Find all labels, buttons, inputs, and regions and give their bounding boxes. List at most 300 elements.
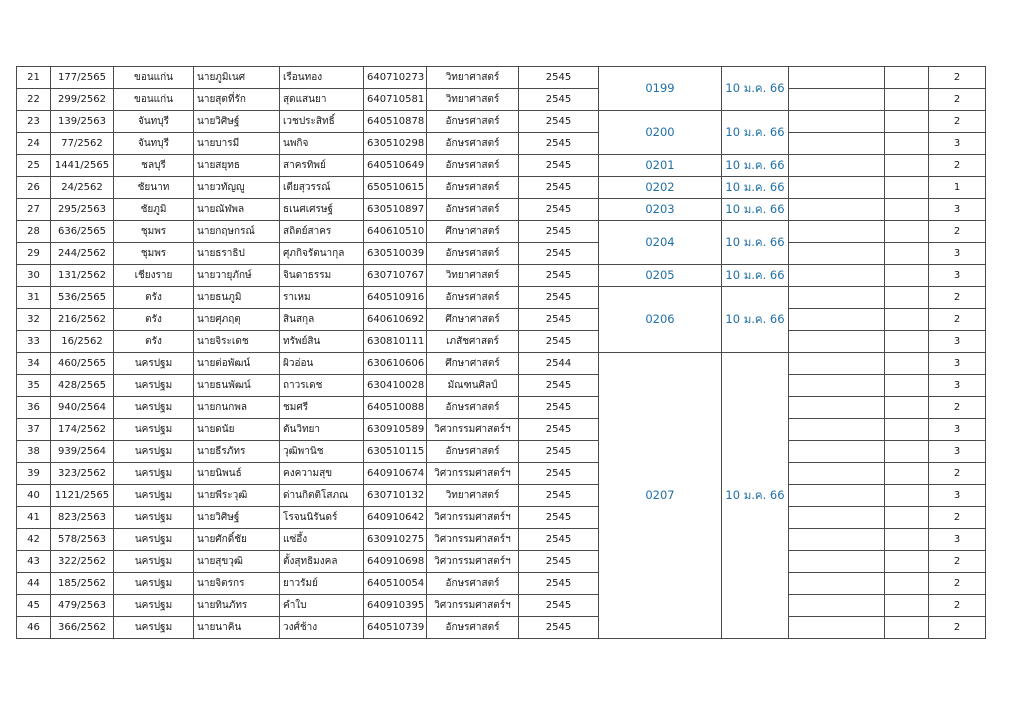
group-date: 10 ม.ค. 66 [722,287,789,353]
empty-cell [885,375,929,397]
birth-year: 2545 [519,485,599,507]
empty-cell [789,551,885,573]
faculty: อักษรศาสตร์ [427,397,519,419]
first-name: นายธนภูมิ [194,287,280,309]
empty-cell [885,441,929,463]
birth-year: 2545 [519,331,599,353]
province: นครปฐม [114,551,194,573]
last-name: คงความสุข [280,463,364,485]
empty-cell [789,287,885,309]
empty-cell [789,507,885,529]
case-number: 216/2562 [51,309,114,331]
province: นครปฐม [114,463,194,485]
province: นครปฐม [114,595,194,617]
count: 2 [929,287,986,309]
count: 3 [929,331,986,353]
last-name: ถาวรเดช [280,375,364,397]
empty-cell [789,331,885,353]
table-row [17,507,986,529]
province: ตรัง [114,287,194,309]
empty-cell [885,419,929,441]
province: นครปฐม [114,419,194,441]
last-name: ธเนศเศรษฐ์ [280,199,364,221]
empty-cell [885,221,929,243]
empty-cell [885,551,929,573]
birth-year: 2545 [519,111,599,133]
first-name: นายนิพนธ์ [194,463,280,485]
first-name: นายจิระเดช [194,331,280,353]
count: 3 [929,199,986,221]
last-name: วุฒิพานิช [280,441,364,463]
last-name: ราเหม [280,287,364,309]
row-number: 40 [17,485,51,507]
last-name: เรือนทอง [280,67,364,89]
count: 2 [929,309,986,331]
faculty: วิทยาศาสตร์ [427,89,519,111]
table-row [17,331,986,353]
student-id: 630510115 [364,441,427,463]
case-number: 323/2562 [51,463,114,485]
row-number: 32 [17,309,51,331]
student-id: 640910698 [364,551,427,573]
faculty: ศึกษาศาสตร์ [427,353,519,375]
student-id: 640710273 [364,67,427,89]
province: ชลบุรี [114,155,194,177]
case-number: 460/2565 [51,353,114,375]
group-date: 10 ม.ค. 66 [722,265,789,287]
faculty: อักษรศาสตร์ [427,133,519,155]
province: ตรัง [114,309,194,331]
last-name: เวชประสิทธิ์ [280,111,364,133]
empty-cell [789,133,885,155]
empty-cell [789,573,885,595]
empty-cell [885,397,929,419]
count: 2 [929,111,986,133]
count: 1 [929,177,986,199]
province: นครปฐม [114,617,194,639]
first-name: นายวทัญญู [194,177,280,199]
empty-cell [885,573,929,595]
birth-year: 2545 [519,265,599,287]
faculty: อักษรศาสตร์ [427,177,519,199]
province: เชียงราย [114,265,194,287]
birth-year: 2545 [519,155,599,177]
group-date: 10 ม.ค. 66 [722,155,789,177]
group-date: 10 ม.ค. 66 [722,199,789,221]
last-name: แซ่อึ้ง [280,529,364,551]
table-row [17,419,986,441]
birth-year: 2545 [519,67,599,89]
empty-cell [885,485,929,507]
table-row [17,221,986,243]
faculty: วิทยาศาสตร์ [427,485,519,507]
province: ขอนแก่น [114,67,194,89]
case-number: 177/2565 [51,67,114,89]
first-name: นายวิศิษฐ์ [194,111,280,133]
records-table [16,66,986,639]
empty-cell [885,133,929,155]
group-code: 0203 [599,199,722,221]
student-id: 640510916 [364,287,427,309]
group-code: 0207 [599,353,722,639]
student-id: 650510615 [364,177,427,199]
count: 2 [929,397,986,419]
case-number: 77/2562 [51,133,114,155]
group-code: 0206 [599,287,722,353]
student-id: 630710132 [364,485,427,507]
student-id: 640910642 [364,507,427,529]
faculty: มัณฑนศิลป์ [427,375,519,397]
empty-cell [885,331,929,353]
province: นครปฐม [114,507,194,529]
first-name: นายกฤษกรณ์ [194,221,280,243]
case-number: 636/2565 [51,221,114,243]
count: 3 [929,265,986,287]
table-row [17,243,986,265]
faculty: อักษรศาสตร์ [427,199,519,221]
faculty: วิทยาศาสตร์ [427,265,519,287]
birth-year: 2545 [519,177,599,199]
count: 3 [929,133,986,155]
province: นครปฐม [114,375,194,397]
first-name: นายนาคิน [194,617,280,639]
faculty: อักษรศาสตร์ [427,617,519,639]
last-name: นพกิจ [280,133,364,155]
row-number: 39 [17,463,51,485]
last-name: ทรัพย์สิน [280,331,364,353]
count: 3 [929,529,986,551]
student-id: 630710767 [364,265,427,287]
province: นครปฐม [114,573,194,595]
empty-cell [885,463,929,485]
case-number: 322/2562 [51,551,114,573]
empty-cell [789,89,885,111]
table-row [17,595,986,617]
row-number: 27 [17,199,51,221]
case-number: 536/2565 [51,287,114,309]
row-number: 22 [17,89,51,111]
birth-year: 2545 [519,441,599,463]
table-row [17,89,986,111]
first-name: นายทินภัทร [194,595,280,617]
last-name: ด่านกิตติโสภณ [280,485,364,507]
table-row [17,375,986,397]
birth-year: 2545 [519,221,599,243]
last-name: สุดแสนยา [280,89,364,111]
first-name: นายสยุทธ [194,155,280,177]
row-number: 42 [17,529,51,551]
first-name: นายธราธิป [194,243,280,265]
empty-cell [789,617,885,639]
row-number: 34 [17,353,51,375]
group-code: 0199 [599,67,722,111]
empty-cell [885,89,929,111]
row-number: 30 [17,265,51,287]
case-number: 940/2564 [51,397,114,419]
empty-cell [789,243,885,265]
case-number: 16/2562 [51,331,114,353]
faculty: อักษรศาสตร์ [427,243,519,265]
empty-cell [789,595,885,617]
faculty: วิศวกรรมศาสตร์ฯ [427,551,519,573]
row-number: 36 [17,397,51,419]
count: 3 [929,419,986,441]
table-row [17,133,986,155]
province: นครปฐม [114,485,194,507]
empty-cell [885,265,929,287]
empty-cell [885,617,929,639]
birth-year: 2544 [519,353,599,375]
last-name: ยาวรัมย์ [280,573,364,595]
count: 2 [929,617,986,639]
province: นครปฐม [114,529,194,551]
case-number: 244/2562 [51,243,114,265]
empty-cell [885,67,929,89]
student-id: 630610606 [364,353,427,375]
empty-cell [789,177,885,199]
first-name: นายพีระวุฒิ [194,485,280,507]
count: 3 [929,243,986,265]
student-id: 640510739 [364,617,427,639]
empty-cell [789,375,885,397]
empty-cell [789,397,885,419]
birth-year: 2545 [519,529,599,551]
empty-cell [789,529,885,551]
province: ชุมพร [114,243,194,265]
student-id: 630810111 [364,331,427,353]
row-number: 21 [17,67,51,89]
case-number: 1441/2565 [51,155,114,177]
last-name: สาครทิพย์ [280,155,364,177]
case-number: 479/2563 [51,595,114,617]
birth-year: 2545 [519,617,599,639]
last-name: ชมศรี [280,397,364,419]
row-number: 29 [17,243,51,265]
count: 2 [929,155,986,177]
row-number: 38 [17,441,51,463]
empty-cell [789,199,885,221]
table-row [17,287,986,309]
first-name: นายธนพัฒน์ [194,375,280,397]
last-name: วงศ์ช้าง [280,617,364,639]
birth-year: 2545 [519,89,599,111]
table-row [17,397,986,419]
last-name: คำใบ [280,595,364,617]
row-number: 23 [17,111,51,133]
group-date: 10 ม.ค. 66 [722,111,789,155]
faculty: ศึกษาศาสตร์ [427,309,519,331]
student-id: 640610510 [364,221,427,243]
row-number: 33 [17,331,51,353]
empty-cell [789,441,885,463]
province: จันทบุรี [114,111,194,133]
row-number: 41 [17,507,51,529]
last-name: ตันวิทยา [280,419,364,441]
table-row [17,529,986,551]
empty-cell [789,353,885,375]
faculty: อักษรศาสตร์ [427,573,519,595]
first-name: นายดนัย [194,419,280,441]
birth-year: 2545 [519,287,599,309]
empty-cell [885,529,929,551]
table-row [17,155,986,177]
case-number: 185/2562 [51,573,114,595]
first-name: นายณัฬพล [194,199,280,221]
birth-year: 2545 [519,573,599,595]
count: 3 [929,485,986,507]
group-date: 10 ม.ค. 66 [722,221,789,265]
group-code: 0201 [599,155,722,177]
case-number: 299/2562 [51,89,114,111]
province: จันทบุรี [114,133,194,155]
case-number: 174/2562 [51,419,114,441]
province: ขอนแก่น [114,89,194,111]
count: 2 [929,573,986,595]
birth-year: 2545 [519,419,599,441]
empty-cell [885,111,929,133]
table-row [17,353,986,375]
faculty: อักษรศาสตร์ [427,155,519,177]
last-name: ตั้งสุทธิมงคล [280,551,364,573]
birth-year: 2545 [519,309,599,331]
student-id: 630510897 [364,199,427,221]
empty-cell [885,243,929,265]
table-row [17,573,986,595]
case-number: 1121/2565 [51,485,114,507]
province: ตรัง [114,331,194,353]
table-row [17,485,986,507]
group-code: 0205 [599,265,722,287]
table-row [17,309,986,331]
birth-year: 2545 [519,375,599,397]
student-id: 630910275 [364,529,427,551]
last-name: ศุภกิจรัตนากุล [280,243,364,265]
case-number: 24/2562 [51,177,114,199]
first-name: นายบารมี [194,133,280,155]
first-name: นายสุตที่รัก [194,89,280,111]
table-row [17,441,986,463]
faculty: วิศวกรรมศาสตร์ฯ [427,507,519,529]
student-id: 640910395 [364,595,427,617]
empty-cell [789,155,885,177]
province: ชัยนาท [114,177,194,199]
faculty: วิศวกรรมศาสตร์ฯ [427,419,519,441]
faculty: อักษรศาสตร์ [427,441,519,463]
first-name: นายศุภฤตุ [194,309,280,331]
empty-cell [885,287,929,309]
empty-cell [789,463,885,485]
empty-cell [885,507,929,529]
row-number: 28 [17,221,51,243]
group-code: 0200 [599,111,722,155]
table-row [17,463,986,485]
province: นครปฐม [114,353,194,375]
case-number: 428/2565 [51,375,114,397]
row-number: 37 [17,419,51,441]
table-row [17,199,986,221]
row-number: 25 [17,155,51,177]
row-number: 26 [17,177,51,199]
row-number: 44 [17,573,51,595]
count: 2 [929,67,986,89]
first-name: นายธีรภัทร [194,441,280,463]
row-number: 31 [17,287,51,309]
province: ชุมพร [114,221,194,243]
empty-cell [789,265,885,287]
faculty: อักษรศาสตร์ [427,287,519,309]
count: 2 [929,221,986,243]
table-row [17,617,986,639]
last-name: เตียสุวรรณ์ [280,177,364,199]
student-id: 640610692 [364,309,427,331]
group-date: 10 ม.ค. 66 [722,177,789,199]
empty-cell [789,221,885,243]
student-id: 630510039 [364,243,427,265]
empty-cell [789,111,885,133]
faculty: วิศวกรรมศาสตร์ฯ [427,529,519,551]
row-number: 43 [17,551,51,573]
birth-year: 2545 [519,463,599,485]
count: 2 [929,551,986,573]
first-name: นายกนกพล [194,397,280,419]
birth-year: 2545 [519,595,599,617]
birth-year: 2545 [519,551,599,573]
empty-cell [885,155,929,177]
case-number: 823/2563 [51,507,114,529]
empty-cell [789,419,885,441]
last-name: โรจนนิรันดร์ [280,507,364,529]
first-name: นายจิตรกร [194,573,280,595]
empty-cell [789,309,885,331]
birth-year: 2545 [519,243,599,265]
province: ชัยภูมิ [114,199,194,221]
case-number: 578/2563 [51,529,114,551]
group-code: 0204 [599,221,722,265]
group-code: 0202 [599,177,722,199]
empty-cell [789,67,885,89]
birth-year: 2545 [519,397,599,419]
birth-year: 2545 [519,199,599,221]
table-row [17,551,986,573]
count: 2 [929,89,986,111]
empty-cell [885,177,929,199]
province: นครปฐม [114,397,194,419]
student-id: 640510088 [364,397,427,419]
last-name: ผิวอ่อน [280,353,364,375]
student-id: 640510878 [364,111,427,133]
row-number: 45 [17,595,51,617]
empty-cell [885,309,929,331]
student-id: 640510054 [364,573,427,595]
province: นครปฐม [114,441,194,463]
table-row [17,265,986,287]
faculty: วิศวกรรมศาสตร์ฯ [427,463,519,485]
count: 2 [929,463,986,485]
empty-cell [885,353,929,375]
last-name: จินดาธรรม [280,265,364,287]
first-name: นายวิศิษฐ์ [194,507,280,529]
row-number: 46 [17,617,51,639]
case-number: 939/2564 [51,441,114,463]
group-date: 10 ม.ค. 66 [722,353,789,639]
birth-year: 2545 [519,507,599,529]
case-number: 366/2562 [51,617,114,639]
empty-cell [789,485,885,507]
empty-cell [885,595,929,617]
student-id: 640510649 [364,155,427,177]
case-number: 295/2563 [51,199,114,221]
student-id: 630510298 [364,133,427,155]
